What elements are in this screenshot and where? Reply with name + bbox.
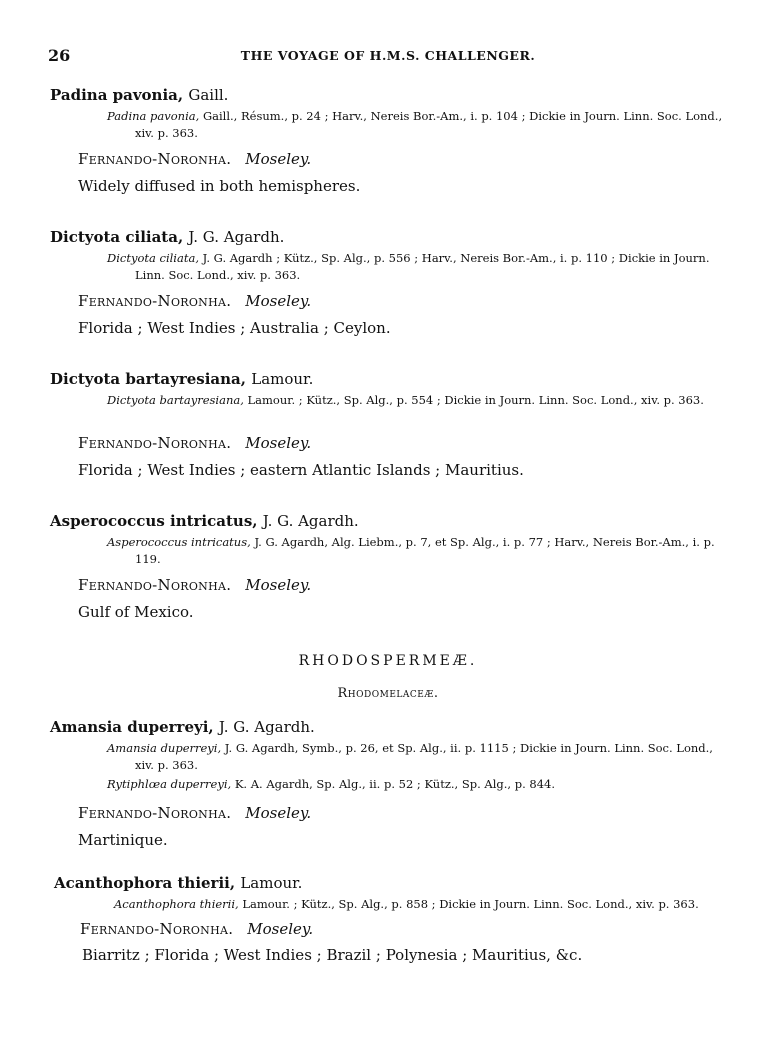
locality-line: Fernando-Noronha. Moseley. bbox=[78, 804, 312, 822]
species-name: Acanthophora thierii, Lamour. bbox=[54, 874, 303, 892]
distribution: Gulf of Mexico. bbox=[78, 603, 194, 621]
synonym-citation: Dictyota ciliata, J. G. Agardh ; Kütz., Sp. Alg., p. 556 ; Harv., Nereis Bor.-Am., i. p. 110 ; Dickie in Journ. Linn. Soc. Lond., xiv. p. 363. bbox=[107, 251, 710, 282]
distribution: Widely diffused in both hemispheres. bbox=[78, 177, 361, 195]
locality-line: Fernando-Noronha. Moseley. bbox=[78, 292, 312, 310]
locality-line: Fernando-Noronha. Moseley. bbox=[78, 434, 312, 452]
section-title: RHODOSPERMEÆ. bbox=[298, 653, 478, 669]
synonym-citation: Asperococcus intricatus, J. G. Agardh, Alg. Liebm., p. 7, et Sp. Alg., i. p. 77 ; Harv., Nereis Bor.-Am., i. p. 119. bbox=[107, 535, 715, 566]
synonym-citation: Padina pavonia, Gaill., Résum., p. 24 ; Harv., Nereis Bor.-Am., i. p. 104 ; Dickie in Journ. Linn. Soc. Lond., xiv. p. 363. bbox=[107, 109, 723, 140]
running-header bbox=[48, 46, 728, 66]
locality-line: Fernando-Noronha. Moseley. bbox=[78, 576, 312, 594]
synonym-citation: Amansia duperreyi, J. G. Agardh, Symb., p. 26, et Sp. Alg., ii. p. 1115 ; Dickie in Journ. Linn. Soc. Lond., xiv. p. 363. bbox=[107, 741, 713, 772]
running-title: THE VOYAGE OF H.M.S. CHALLENGER. bbox=[240, 48, 536, 63]
distribution: Biarritz ; Florida ; West Indies ; Brazil ; Polynesia ; Mauritius, &c. bbox=[82, 946, 583, 964]
distribution: Florida ; West Indies ; eastern Atlantic Islands ; Mauritius. bbox=[78, 461, 524, 479]
species-name: Dictyota bartayresiana, Lamour. bbox=[50, 370, 314, 388]
species-name: Asperococcus intricatus, J. G. Agardh. bbox=[50, 512, 359, 530]
distribution: Martinique. bbox=[78, 831, 168, 849]
locality-line: Fernando-Noronha. Moseley. bbox=[80, 920, 314, 938]
page-number: 26 bbox=[48, 46, 71, 65]
synonym-citation: Dictyota bartayresiana, Lamour. ; Kütz., Sp. Alg., p. 554 ; Dickie in Journ. Linn. Soc. Lond., xiv. p. 363. bbox=[107, 393, 704, 407]
synonym-citation: Acanthophora thierii, Lamour. ; Kütz., Sp. Alg., p. 858 ; Dickie in Journ. Linn. Soc. Lond., xiv. p. 363. bbox=[114, 897, 699, 911]
family-title: Rhodomelaceæ. bbox=[337, 686, 439, 701]
distribution: Florida ; West Indies ; Australia ; Ceylon. bbox=[78, 319, 391, 337]
species-name: Dictyota ciliata, J. G. Agardh. bbox=[50, 228, 285, 246]
species-name: Amansia duperreyi, J. G. Agardh. bbox=[50, 718, 315, 736]
locality-line: Fernando-Noronha. Moseley. bbox=[78, 150, 312, 168]
species-name: Padina pavonia, Gaill. bbox=[50, 86, 229, 104]
synonym-citation: Rytiphlœa duperreyi, K. A. Agardh, Sp. Alg., ii. p. 52 ; Kütz., Sp. Alg., p. 844. bbox=[107, 777, 555, 791]
